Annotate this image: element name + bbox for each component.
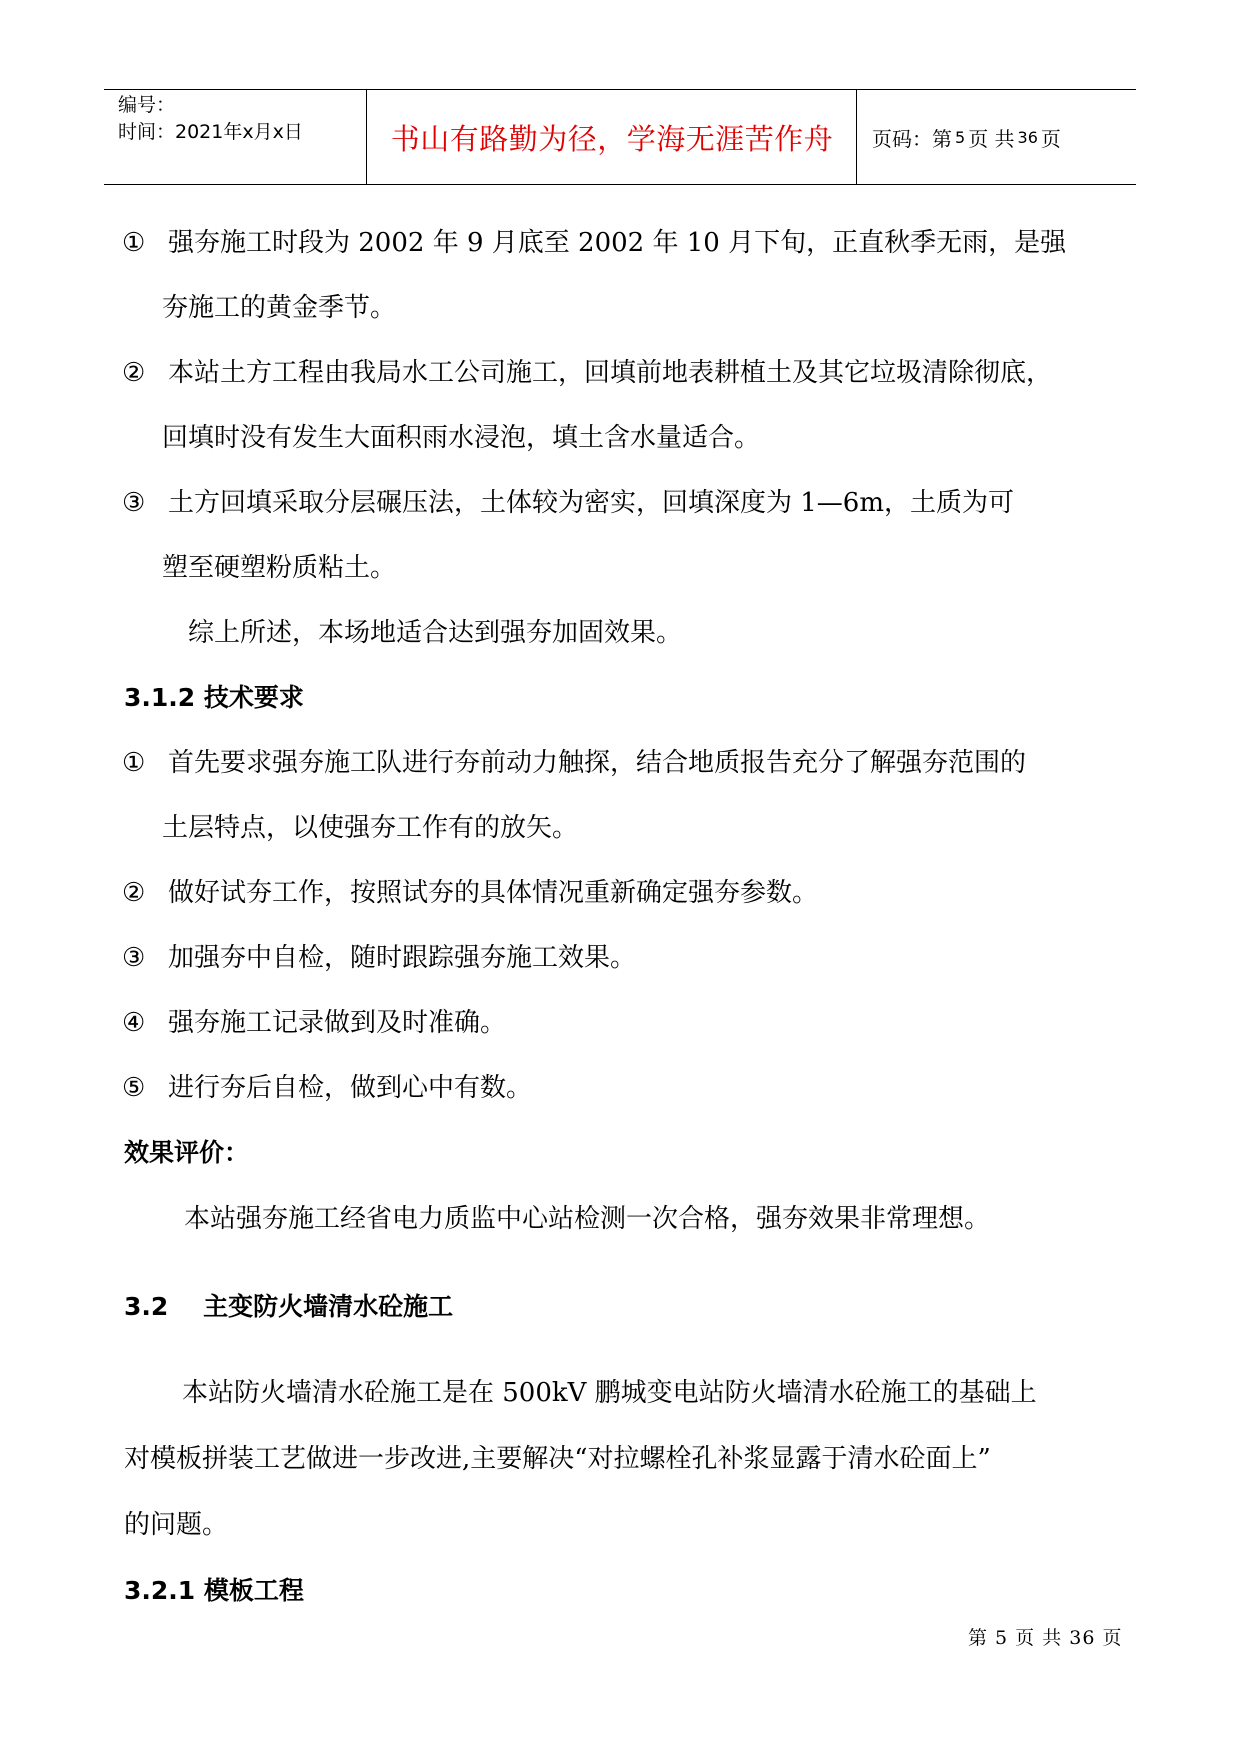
evaluation-text: 本站强夯施工经省电力质监中心站检测一次合格，强夯效果非常理想。 xyxy=(184,1204,991,1234)
list-text: 做好试夯工作，按照试夯的具体情况重新确定强夯参数。 xyxy=(168,878,819,908)
list-item xyxy=(122,356,1052,390)
page-footer: 第 5 页 共 36 页 xyxy=(968,1627,1123,1649)
list-marker: ① xyxy=(122,228,146,258)
list-item-continuation: 夯施工的黄金季节。 xyxy=(162,293,397,323)
section-heading-3-1-2: 3.1.2 技术要求 xyxy=(124,683,304,712)
list-item-continuation: 土层特点，以使强夯工作有的放矢。 xyxy=(162,813,579,843)
list-marker: ② xyxy=(122,358,146,388)
list-text: 加强夯中自检，随时跟踪强夯施工效果。 xyxy=(168,943,637,973)
header-page-mid: 页 共 xyxy=(968,126,1015,151)
list-item-continuation: 塑至硬塑粉质粘土。 xyxy=(162,553,397,583)
list-text: 本站土方工程由我局水工公司施工，回填前地表耕植土及其它垃圾清除彻底， xyxy=(168,358,1053,388)
header-motto: 书山有路勤为径，学海无涯苦作舟 xyxy=(390,121,834,156)
header-page-number xyxy=(872,90,1132,184)
header-meta xyxy=(118,92,364,146)
header-time-label: 时间：2021年x月x日 xyxy=(118,121,303,143)
list-marker: ③ xyxy=(122,488,146,518)
list-marker: ② xyxy=(122,878,146,908)
header-divider-right xyxy=(856,90,857,184)
header-page-current: 5 xyxy=(955,127,966,147)
list-text: 强夯施工记录做到及时准确。 xyxy=(168,1008,507,1038)
list-item xyxy=(122,876,818,910)
list-item xyxy=(122,1006,506,1040)
header-page-total: 36 xyxy=(1017,127,1038,147)
list-item xyxy=(122,941,636,975)
section-heading-3-2: 3.2 主变防火墙清水砼施工 xyxy=(124,1292,454,1321)
list-text: 土方回填采取分层碾压法，土体较为密实，回填深度为 1—6m，土质为可 xyxy=(168,488,1015,518)
header-number-label: 编号： xyxy=(118,94,176,116)
summary-text: 综上所述，本场地适合达到强夯加固效果。 xyxy=(188,618,683,648)
section-heading-3-2-1: 3.2.1 模板工程 xyxy=(124,1576,304,1605)
list-marker: ③ xyxy=(122,943,146,973)
header-page-suffix: 页 xyxy=(1040,126,1061,151)
list-item xyxy=(122,226,1066,260)
list-item xyxy=(122,486,1014,520)
list-item xyxy=(122,746,1026,780)
list-marker: ④ xyxy=(122,1008,146,1038)
header-page-prefix: 页码：第 xyxy=(872,126,952,151)
list-item-continuation: 回填时没有发生大面积雨水浸泡，填土含水量适合。 xyxy=(162,423,761,453)
paragraph-line: 的问题。 xyxy=(124,1510,229,1540)
list-text: 首先要求强夯施工队进行夯前动力触探，结合地质报告充分了解强夯范围的 xyxy=(168,748,1027,778)
list-marker: ① xyxy=(122,748,146,778)
page-header xyxy=(104,89,1136,185)
list-marker: ⑤ xyxy=(122,1073,146,1103)
list-text: 进行夯后自检，做到心中有数。 xyxy=(168,1073,533,1103)
evaluation-heading: 效果评价： xyxy=(124,1138,250,1167)
list-item xyxy=(122,1071,532,1105)
paragraph-line: 本站防火墙清水砼施工是在 500kV 鹏城变电站防火墙清水砼施工的基础上 xyxy=(182,1378,1037,1408)
paragraph-line: 对模板拼装工艺做进一步改进,主要解决“对拉螺栓孔补浆显露于清水砼面上” xyxy=(124,1444,991,1474)
header-divider-left xyxy=(366,90,367,184)
list-text: 强夯施工时段为 2002 年 9 月底至 2002 年 10 月下旬，正直秋季无雨，是强 xyxy=(168,228,1067,258)
